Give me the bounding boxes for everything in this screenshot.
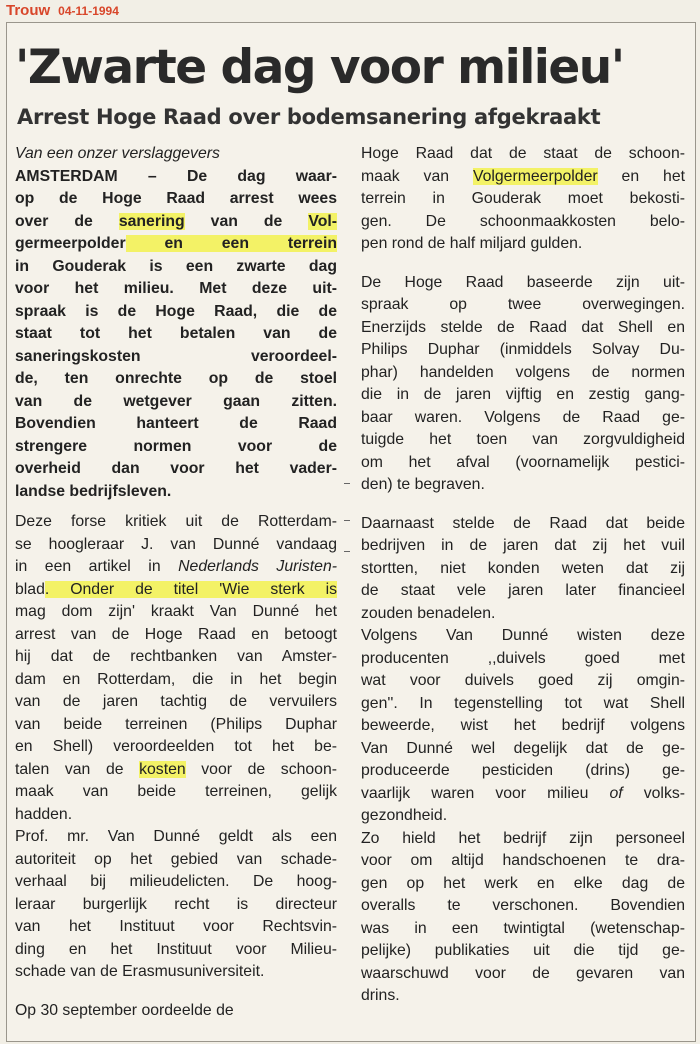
highlighted-keyword: en een terrein bbox=[125, 235, 337, 252]
text-line: landse bedrijfsleven. bbox=[15, 482, 172, 500]
text-line: Deze forse kritiek uit de Rotterdam- bbox=[15, 513, 337, 530]
text-line: voor om altijd handschoenen te dra- bbox=[361, 852, 685, 869]
article-clipping bbox=[6, 22, 696, 1042]
paragraph bbox=[361, 625, 685, 828]
text-line bbox=[15, 556, 337, 579]
text-line: gen''. In tegenstelling tot wat Shell bbox=[361, 694, 685, 712]
text-line: Zo hield het bedrijf zijn personeel bbox=[361, 829, 685, 847]
text-line bbox=[361, 166, 685, 189]
publication-date: 04-11-1994 bbox=[58, 4, 119, 18]
text-line: van de jaren tachtig de vervuilers bbox=[15, 693, 337, 710]
text-segment: voor de schoon- bbox=[185, 760, 337, 778]
text-line: de, ten onrechte op de stoel bbox=[15, 370, 337, 387]
text-line: bedrijven in de jaren dat zij het vuil bbox=[361, 537, 685, 554]
text-line: saneringskosten veroordeel- bbox=[15, 347, 337, 365]
text-line: De Hoge Raad baseerde zijn uit- bbox=[361, 273, 685, 291]
text-line: autoriteit op het gebied van schade- bbox=[15, 850, 337, 868]
newspaper-name: Trouw bbox=[6, 2, 51, 19]
lead-paragraph bbox=[15, 166, 337, 504]
text-line: produceerde pesticiden (drins) ge- bbox=[361, 762, 685, 779]
text-segment: in een artikel in bbox=[15, 558, 179, 575]
text-line: gezondheid. bbox=[361, 807, 448, 824]
text-line: Van Dunné wel degelijk dat de ge- bbox=[361, 739, 685, 757]
subheadline: Arrest Hoge Raad over bodemsanering afgekraakt bbox=[17, 105, 601, 129]
text-line bbox=[15, 233, 337, 256]
text-line: strengere normen voor de bbox=[15, 437, 337, 455]
text-line: op de Hoge Raad arrest wees bbox=[15, 190, 337, 207]
text-line: Op 30 september oordeelde de bbox=[15, 1001, 234, 1019]
highlighted-keyword: Vol- bbox=[308, 212, 337, 230]
text-line bbox=[15, 759, 337, 782]
text-line: de staat vele jaren later financieel bbox=[361, 582, 685, 599]
italic-text: Nederlands Juristen- bbox=[178, 558, 337, 575]
paragraph bbox=[15, 826, 337, 984]
highlighted-keyword: sanering bbox=[118, 212, 185, 230]
text-line: terrein in Gouderak moet bekosti- bbox=[361, 190, 685, 207]
masthead bbox=[6, 2, 119, 20]
text-line: Bovendien hanteert de Raad bbox=[15, 415, 337, 432]
text-line: Prof. mr. Van Dunné geldt als een bbox=[15, 828, 337, 845]
paragraph bbox=[361, 143, 685, 256]
text-line: die in de jaren vijftig en zestig gang- bbox=[361, 386, 685, 403]
text-line: producenten ,,duivels goed met bbox=[361, 649, 685, 667]
text-line: AMSTERDAM – De dag waar- bbox=[15, 167, 337, 185]
text-line: spraak is de Hoge Raad, die de bbox=[15, 302, 337, 320]
text-line: mag dom zijn' kraakt Van Dunné het bbox=[15, 603, 337, 620]
text-segment: vaarlijk waren voor milieu bbox=[361, 784, 610, 802]
text-line: van de wetgever gaan zitten. bbox=[15, 392, 337, 410]
text-line: Hoge Raad dat de staat de schoon- bbox=[361, 145, 685, 162]
text-segment: over de bbox=[15, 212, 119, 230]
paragraph bbox=[361, 828, 685, 1008]
column-rule-mark bbox=[344, 551, 350, 552]
text-line: ding en het Instituut voor Milieu- bbox=[15, 940, 337, 958]
highlighted-keyword: kosten bbox=[139, 760, 186, 778]
paragraph bbox=[361, 272, 685, 497]
text-line: beweerde, wist het bedrijf volgens bbox=[361, 717, 685, 734]
text-line: maak van beide terreinen, gelijk bbox=[15, 783, 337, 800]
text-line: tuigde het toen van zorgvuldigheid bbox=[361, 431, 685, 448]
text-line: Enerzijds stelde de Raad dat Shell en bbox=[361, 318, 685, 336]
text-line: schade van de Erasmusuniversiteit. bbox=[15, 963, 265, 980]
text-line: gen. De schoonmaakkosten belo- bbox=[361, 212, 685, 230]
text-line: hij dat de rechtbanken van Amster- bbox=[15, 648, 337, 665]
text-line: om het afval (voornamelijk pestici- bbox=[361, 453, 685, 471]
text-line: hadden. bbox=[15, 805, 73, 823]
text-line: drins. bbox=[361, 987, 400, 1004]
paragraph bbox=[15, 1000, 337, 1023]
text-line: Daarnaast stelde de Raad dat beide bbox=[361, 514, 685, 532]
text-line: in Gouderak is een zwarte dag bbox=[15, 257, 337, 275]
text-line bbox=[15, 579, 337, 602]
headline: 'Zwarte dag voor milieu' bbox=[15, 40, 624, 95]
text-line: Philips Duphar (inmiddels Solvay Du- bbox=[361, 341, 685, 358]
text-line: wat voor duivels goed zij omgin- bbox=[361, 672, 685, 689]
text-line: was in een twintigtal (wetenschap- bbox=[361, 919, 685, 937]
text-line: spraak op twee overwegingen. bbox=[361, 296, 685, 313]
text-line bbox=[361, 783, 685, 806]
text-line: leraar burgerlijk recht is directeur bbox=[15, 895, 337, 913]
paragraph bbox=[361, 513, 685, 626]
text-line: van beide terreinen (Philips Duphar bbox=[15, 715, 337, 733]
text-line: van het Instituut voor Rechtsvin- bbox=[15, 918, 337, 935]
text-line bbox=[15, 211, 337, 234]
text-line: gen op het werk en elke dag de bbox=[361, 874, 685, 892]
text-segment: maak van bbox=[361, 167, 473, 185]
text-segment: blad bbox=[15, 580, 45, 598]
text-line: se hoogleraar J. van Dunné vandaag bbox=[15, 535, 337, 553]
highlighted-keyword: . Onder de titel 'Wie sterk is bbox=[44, 580, 337, 598]
paragraph bbox=[15, 511, 337, 826]
text-line: arrest van de Hoge Raad en betoogt bbox=[15, 625, 337, 643]
column-rule-mark bbox=[344, 483, 350, 484]
text-line: voor het milieu. Met deze uit- bbox=[15, 280, 337, 297]
italic-text: of bbox=[609, 784, 623, 802]
text-line: waarschuwd voor de gevaren van bbox=[361, 964, 685, 982]
text-line: staat tot het betalen van de bbox=[15, 325, 337, 342]
text-line: phar) handelden volgens de normen bbox=[361, 363, 685, 381]
column-rule-mark bbox=[344, 520, 350, 521]
text-segment: en het bbox=[597, 167, 685, 185]
text-line: overheid dan voor het vader- bbox=[15, 460, 337, 477]
text-line: Volgens Van Dunné wisten deze bbox=[361, 627, 685, 644]
text-line: en Shell) veroordeelden tot het be- bbox=[15, 738, 337, 755]
text-segment: volks- bbox=[622, 784, 685, 802]
left-column bbox=[15, 143, 337, 1022]
text-line: baar waren. Volgens de Raad ge- bbox=[361, 408, 685, 426]
text-line: pen rond de half miljard gulden. bbox=[361, 235, 583, 252]
text-line: zouden benadelen. bbox=[361, 604, 496, 622]
highlighted-keyword: Volgermeerpolder bbox=[472, 167, 598, 185]
text-line: den) te begraven. bbox=[361, 476, 485, 493]
text-line: verhaal bij milieudelicten. De hoog- bbox=[15, 873, 337, 890]
text-segment: van de bbox=[184, 212, 309, 230]
byline: Van een onzer verslaggevers bbox=[15, 145, 220, 162]
text-line: pelijke) publikaties uit die tijd ge- bbox=[361, 942, 685, 959]
text-segment: talen van de bbox=[15, 760, 140, 778]
right-column bbox=[361, 143, 685, 1008]
text-line: dam en Rotterdam, die in het begin bbox=[15, 670, 337, 688]
text-line: stortten, niet konden weten dat zij bbox=[361, 559, 685, 577]
text-segment: germeerpolder bbox=[15, 235, 126, 252]
text-line: overalls te verschonen. Bovendien bbox=[361, 897, 685, 914]
